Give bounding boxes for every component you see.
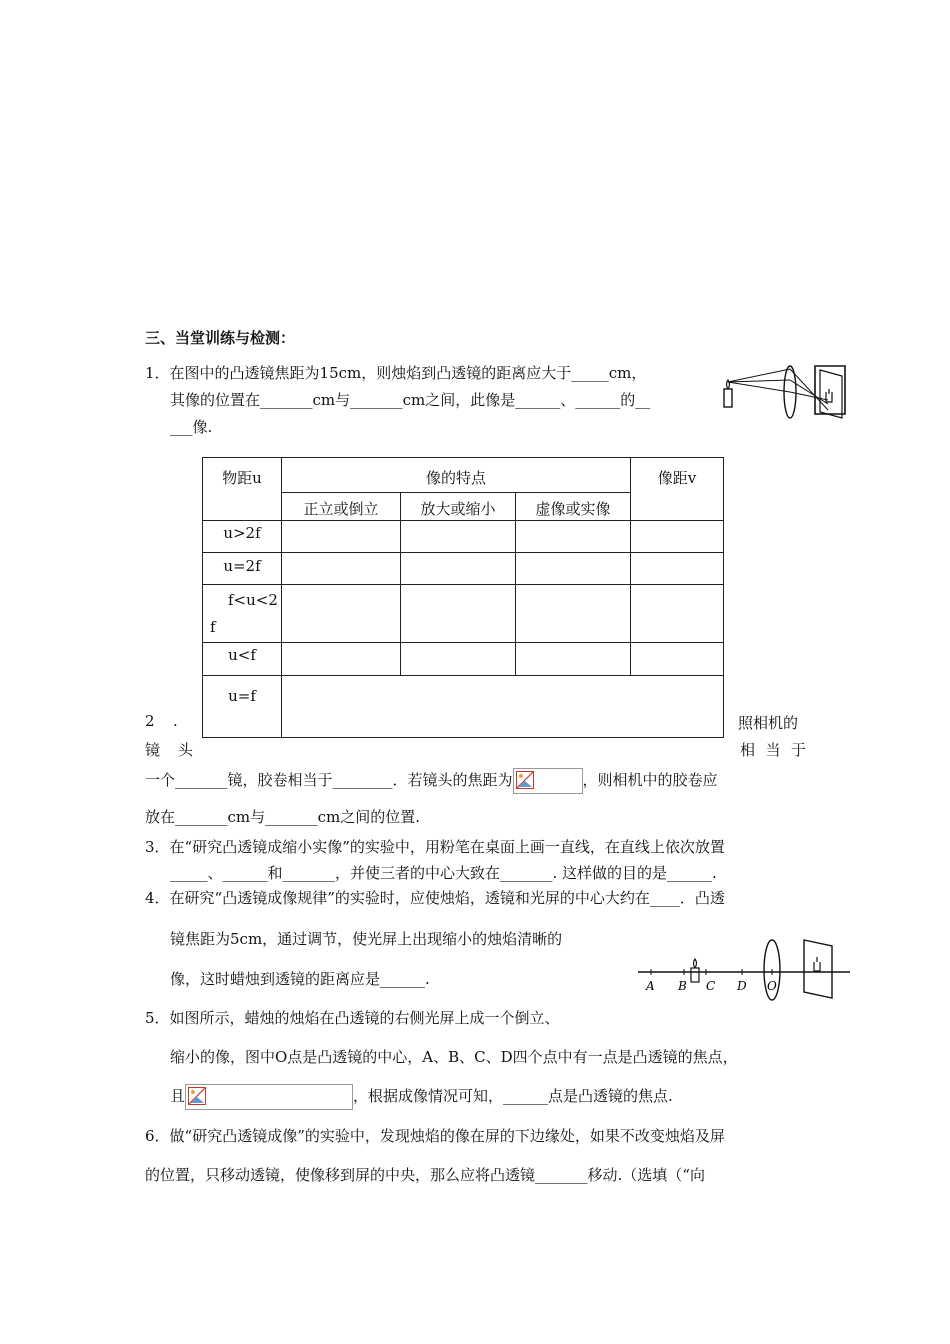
q2-right-a: 照相机的	[738, 714, 799, 732]
q4-line3: 像，这时蜡烛到透镜的距离应是______.	[170, 970, 430, 988]
row-label-part2: f	[210, 618, 216, 636]
table-row	[203, 585, 724, 643]
table-cell[interactable]	[401, 643, 516, 676]
point-b-label: B	[678, 979, 687, 993]
table-cell[interactable]	[516, 643, 631, 676]
table-cell[interactable]	[401, 521, 516, 553]
broken-image-icon	[513, 768, 583, 794]
q3-line2: _____、______和_______，并使三者的中心大致在_______. 这样做的目的是______.	[170, 864, 717, 882]
point-a-label: A	[646, 979, 655, 993]
q2-line3	[145, 768, 718, 794]
table-cell[interactable]	[516, 521, 631, 553]
row-label-part1: f<u<2	[228, 591, 278, 609]
header-image-distance: 像距v	[631, 458, 724, 521]
table-row	[203, 553, 724, 585]
candle-lens-screen-ray-diagram-icon	[720, 362, 855, 420]
table-cell[interactable]	[401, 553, 516, 585]
row-label: u=2f	[203, 553, 282, 585]
point-c-label: C	[706, 979, 716, 993]
q5-line3	[170, 1084, 673, 1110]
table-cell[interactable]	[282, 521, 401, 553]
table-cell-merged[interactable]	[282, 676, 724, 738]
q1-line2: 其像的位置在_______cm与_______cm之间，此像是______、______的__	[170, 391, 651, 409]
table-cell[interactable]	[631, 585, 724, 643]
q3-line1: 3．在“研究凸透镜成缩小实像”的实验中，用粉笔在桌面上画一直线，在直线上依次放置	[145, 838, 725, 856]
table-row	[203, 643, 724, 676]
q2-right-b	[740, 739, 806, 760]
point-o-label: O	[767, 979, 777, 993]
q2-left-b2: 头	[178, 741, 194, 759]
table-cell[interactable]	[516, 553, 631, 585]
q2-line3a: 一个_______镜，胶卷相当于________．若镜头的焦距为	[145, 771, 513, 789]
table-row	[203, 521, 724, 553]
table-cell[interactable]	[631, 643, 724, 676]
q5-line3b: ，根据成像情况可知，______点是凸透镜的焦点.	[353, 1087, 673, 1105]
row-label: u=f	[203, 676, 282, 738]
q4-line2: 镜焦距为5cm，通过调节，使光屏上出现缩小的烛焰清晰的	[170, 930, 563, 948]
q2-left-b1: 镜	[145, 741, 161, 759]
q2-right-b1: 相	[740, 741, 756, 759]
header-object-distance: 物距u	[203, 458, 282, 521]
q5-line1: 5．如图所示，蜡烛的烛焰在凸透镜的右侧光屏上成一个倒立、	[145, 1009, 560, 1027]
subheader-size: 放大或缩小	[401, 493, 516, 521]
q2-right-b2: 当	[765, 741, 781, 759]
q4-line1: 4．在研究“凸透镜成像规律”的实验时，应使烛焰，透镜和光屏的中心大约在____．凸透	[145, 889, 725, 907]
row-label: u>2f	[203, 521, 282, 553]
table-cell[interactable]	[631, 521, 724, 553]
point-d-label: D	[737, 979, 747, 993]
q2-number: 2	[145, 712, 155, 730]
broken-image-icon	[185, 1084, 353, 1110]
q2-dot: .	[173, 712, 178, 730]
table-cell[interactable]	[516, 585, 631, 643]
q6-line2: 的位置，只移动透镜，使像移到屏的中央，那么应将凸透镜_______移动.（选填（“向	[145, 1166, 705, 1184]
row-label: u<f	[203, 643, 282, 676]
q5-line3a: 且	[170, 1087, 186, 1105]
q5-line2: 缩小的像，图中O点是凸透镜的中心，A、B、C、D四个点中有一点是凸透镜的焦点，	[170, 1048, 738, 1066]
section-title: 三、当堂训练与检测：	[145, 329, 296, 347]
subheader-type: 虚像或实像	[516, 493, 631, 521]
header-image-features: 像的特点	[282, 458, 631, 493]
row-label	[203, 585, 282, 643]
imaging-rules-table	[202, 457, 724, 738]
subheader-orientation: 正立或倒立	[282, 493, 401, 521]
q2-line3b: ，则相机中的胶卷应	[582, 771, 718, 789]
table-cell[interactable]	[282, 585, 401, 643]
table-cell[interactable]	[631, 553, 724, 585]
table-cell[interactable]	[282, 553, 401, 585]
q2-line4: 放在_______cm与_______cm之间的位置.	[145, 808, 421, 826]
table-cell[interactable]	[401, 585, 516, 643]
q1-line3: ___像.	[170, 418, 213, 436]
optical-bench-diagram-icon	[636, 932, 852, 1002]
q6-line1: 6．做“研究凸透镜成像”的实验中，发现烛焰的像在屏的下边缘处，如果不改变烛焰及屏	[145, 1127, 725, 1145]
table-cell[interactable]	[282, 643, 401, 676]
table-row	[203, 676, 724, 738]
q1-line1: 1．在图中的凸透镜焦距为15cm，则烛焰到凸透镜的距离应大于_____cm，	[145, 364, 647, 382]
q2-right-b3: 于	[790, 741, 806, 759]
